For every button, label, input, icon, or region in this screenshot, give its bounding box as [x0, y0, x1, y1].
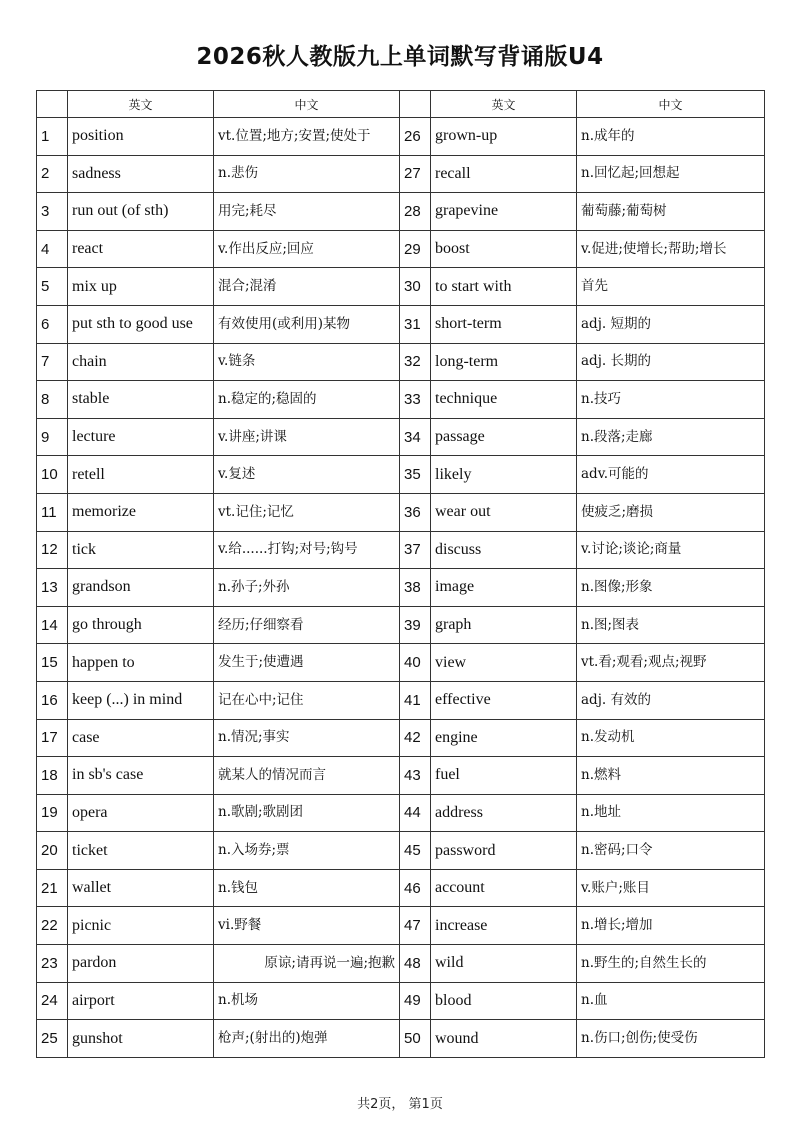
english-word-left: case	[68, 719, 214, 757]
word-number-right: 37	[400, 531, 431, 569]
word-number-right: 50	[400, 1020, 431, 1058]
table-body	[37, 118, 765, 1058]
word-number-left: 6	[37, 305, 68, 343]
table-row	[37, 456, 765, 494]
english-word-right: technique	[431, 381, 577, 419]
chinese-meaning-right: n.野生的;自然生长的	[577, 945, 765, 983]
word-number-right: 31	[400, 305, 431, 343]
chinese-meaning-left: 经历;仔细察看	[214, 606, 400, 644]
table-row	[37, 606, 765, 644]
chinese-meaning-left: vt.位置;地方;安置;使处于	[214, 118, 400, 156]
table-row	[37, 644, 765, 682]
table-row	[37, 268, 765, 306]
english-word-left: stable	[68, 381, 214, 419]
chinese-meaning-right: n.燃料	[577, 757, 765, 795]
word-number-right: 41	[400, 681, 431, 719]
word-number-left: 14	[37, 606, 68, 644]
word-number-left: 3	[37, 193, 68, 231]
english-word-right: fuel	[431, 757, 577, 795]
chinese-meaning-left: v.链条	[214, 343, 400, 381]
chinese-meaning-right: vt.看;观看;观点;视野	[577, 644, 765, 682]
chinese-meaning-right: 使疲乏;磨损	[577, 493, 765, 531]
word-number-left: 23	[37, 945, 68, 983]
word-number-right: 45	[400, 832, 431, 870]
english-word-left: picnic	[68, 907, 214, 945]
word-number-right: 48	[400, 945, 431, 983]
chinese-meaning-right: n.密码;口令	[577, 832, 765, 870]
chinese-meaning-right: v.讨论;谈论;商量	[577, 531, 765, 569]
word-number-right: 40	[400, 644, 431, 682]
english-word-left: opera	[68, 794, 214, 832]
english-word-right: account	[431, 869, 577, 907]
word-number-right: 26	[400, 118, 431, 156]
word-number-left: 4	[37, 230, 68, 268]
chinese-meaning-right: n.发动机	[577, 719, 765, 757]
english-word-right: likely	[431, 456, 577, 494]
english-word-left: memorize	[68, 493, 214, 531]
word-number-left: 10	[37, 456, 68, 494]
word-number-left: 18	[37, 757, 68, 795]
word-number-right: 44	[400, 794, 431, 832]
word-number-left: 21	[37, 869, 68, 907]
table-row	[37, 907, 765, 945]
table-row	[37, 569, 765, 607]
chinese-meaning-right: v.账户;账目	[577, 869, 765, 907]
table-row	[37, 945, 765, 983]
table-row	[37, 493, 765, 531]
header-num-right	[400, 91, 431, 118]
english-word-left: airport	[68, 982, 214, 1020]
english-word-right: long-term	[431, 343, 577, 381]
word-number-left: 11	[37, 493, 68, 531]
chinese-meaning-left: 用完;耗尽	[214, 193, 400, 231]
english-word-right: grapevine	[431, 193, 577, 231]
word-number-left: 19	[37, 794, 68, 832]
chinese-meaning-right: v.促进;使增长;帮助;增长	[577, 230, 765, 268]
chinese-meaning-right: n.增长;增加	[577, 907, 765, 945]
table-row	[37, 230, 765, 268]
word-number-right: 36	[400, 493, 431, 531]
word-number-left: 25	[37, 1020, 68, 1058]
english-word-right: effective	[431, 681, 577, 719]
chinese-meaning-right: n.成年的	[577, 118, 765, 156]
english-word-right: password	[431, 832, 577, 870]
chinese-meaning-left: 混合;混淆	[214, 268, 400, 306]
table-row	[37, 155, 765, 193]
chinese-meaning-left: 有效使用(或利用)某物	[214, 305, 400, 343]
chinese-meaning-left: 记在心中;记住	[214, 681, 400, 719]
english-word-right: to start with	[431, 268, 577, 306]
chinese-meaning-left: v.给......打钩;对号;钩号	[214, 531, 400, 569]
word-number-left: 16	[37, 681, 68, 719]
chinese-meaning-right: n.图;图表	[577, 606, 765, 644]
chinese-meaning-right: adv.可能的	[577, 456, 765, 494]
header-english-left: 英文	[68, 91, 214, 118]
english-word-left: wallet	[68, 869, 214, 907]
english-word-left: mix up	[68, 268, 214, 306]
english-word-left: keep (...) in mind	[68, 681, 214, 719]
english-word-right: blood	[431, 982, 577, 1020]
word-number-right: 38	[400, 569, 431, 607]
word-number-left: 8	[37, 381, 68, 419]
chinese-meaning-left: n.机场	[214, 982, 400, 1020]
english-word-right: wild	[431, 945, 577, 983]
chinese-meaning-left: n.悲伤	[214, 155, 400, 193]
word-number-left: 7	[37, 343, 68, 381]
chinese-meaning-right: adj. 长期的	[577, 343, 765, 381]
word-number-right: 49	[400, 982, 431, 1020]
word-number-right: 39	[400, 606, 431, 644]
page-title: 2026秋人教版九上单词默写背诵版U4	[196, 44, 604, 70]
word-number-right: 27	[400, 155, 431, 193]
english-word-right: passage	[431, 418, 577, 456]
table-row	[37, 681, 765, 719]
english-word-left: retell	[68, 456, 214, 494]
chinese-meaning-right: n.技巧	[577, 381, 765, 419]
word-number-right: 43	[400, 757, 431, 795]
english-word-right: short-term	[431, 305, 577, 343]
english-word-right: discuss	[431, 531, 577, 569]
header-num-left	[37, 91, 68, 118]
word-number-left: 17	[37, 719, 68, 757]
english-word-right: wound	[431, 1020, 577, 1058]
english-word-left: put sth to good use	[68, 305, 214, 343]
word-number-right: 42	[400, 719, 431, 757]
english-word-right: increase	[431, 907, 577, 945]
english-word-left: grandson	[68, 569, 214, 607]
english-word-right: address	[431, 794, 577, 832]
english-word-right: wear out	[431, 493, 577, 531]
word-number-right: 34	[400, 418, 431, 456]
table-row	[37, 118, 765, 156]
word-number-right: 33	[400, 381, 431, 419]
english-word-right: view	[431, 644, 577, 682]
chinese-meaning-right: n.地址	[577, 794, 765, 832]
table-row	[37, 531, 765, 569]
english-word-left: ticket	[68, 832, 214, 870]
word-number-left: 5	[37, 268, 68, 306]
chinese-meaning-right: n.图像;形象	[577, 569, 765, 607]
word-number-right: 29	[400, 230, 431, 268]
chinese-meaning-left: 发生于;使遭遇	[214, 644, 400, 682]
page-footer: 共2页， 第1页	[357, 1097, 443, 1112]
chinese-meaning-right: 葡萄藤;葡萄树	[577, 193, 765, 231]
chinese-meaning-right: n.段落;走廊	[577, 418, 765, 456]
word-number-left: 12	[37, 531, 68, 569]
table-row	[37, 1020, 765, 1058]
chinese-meaning-right: adj. 有效的	[577, 681, 765, 719]
chinese-meaning-left: vi.野餐	[214, 907, 400, 945]
chinese-meaning-left: n.情况;事实	[214, 719, 400, 757]
english-word-left: position	[68, 118, 214, 156]
word-number-left: 20	[37, 832, 68, 870]
chinese-meaning-left: vt.记住;记忆	[214, 493, 400, 531]
word-number-right: 32	[400, 343, 431, 381]
english-word-right: grown-up	[431, 118, 577, 156]
english-word-left: go through	[68, 606, 214, 644]
chinese-meaning-left: n.孙子;外孙	[214, 569, 400, 607]
english-word-left: happen to	[68, 644, 214, 682]
table-row	[37, 832, 765, 870]
vocabulary-table	[36, 90, 765, 1058]
word-number-right: 30	[400, 268, 431, 306]
chinese-meaning-left: v.复述	[214, 456, 400, 494]
table-row	[37, 193, 765, 231]
english-word-left: tick	[68, 531, 214, 569]
english-word-right: graph	[431, 606, 577, 644]
english-word-left: run out (of sth)	[68, 193, 214, 231]
chinese-meaning-left: v.作出反应;回应	[214, 230, 400, 268]
english-word-right: engine	[431, 719, 577, 757]
word-number-left: 15	[37, 644, 68, 682]
english-word-left: react	[68, 230, 214, 268]
english-word-left: pardon	[68, 945, 214, 983]
english-word-left: in sb's case	[68, 757, 214, 795]
header-chinese-left: 中文	[214, 91, 400, 118]
chinese-meaning-left: 原谅;请再说一遍;抱歉	[214, 945, 400, 983]
word-number-right: 28	[400, 193, 431, 231]
chinese-meaning-left: 枪声;(射出的)炮弹	[214, 1020, 400, 1058]
english-word-right: boost	[431, 230, 577, 268]
table-row	[37, 869, 765, 907]
english-word-left: chain	[68, 343, 214, 381]
chinese-meaning-left: n.入场券;票	[214, 832, 400, 870]
header-english-right: 英文	[431, 91, 577, 118]
chinese-meaning-left: 就某人的情况而言	[214, 757, 400, 795]
chinese-meaning-right: n.伤口;创伤;使受伤	[577, 1020, 765, 1058]
word-number-left: 9	[37, 418, 68, 456]
chinese-meaning-left: n.钱包	[214, 869, 400, 907]
word-number-right: 47	[400, 907, 431, 945]
chinese-meaning-left: v.讲座;讲课	[214, 418, 400, 456]
table-row	[37, 305, 765, 343]
english-word-right: recall	[431, 155, 577, 193]
word-number-right: 35	[400, 456, 431, 494]
table-row	[37, 381, 765, 419]
english-word-left: sadness	[68, 155, 214, 193]
table-header-row	[37, 91, 765, 118]
word-number-left: 22	[37, 907, 68, 945]
table-row	[37, 343, 765, 381]
word-number-left: 2	[37, 155, 68, 193]
chinese-meaning-right: 首先	[577, 268, 765, 306]
english-word-left: gunshot	[68, 1020, 214, 1058]
table-row	[37, 794, 765, 832]
table-row	[37, 719, 765, 757]
header-chinese-right: 中文	[577, 91, 765, 118]
english-word-left: lecture	[68, 418, 214, 456]
chinese-meaning-left: n.稳定的;稳固的	[214, 381, 400, 419]
word-number-left: 13	[37, 569, 68, 607]
table-row	[37, 982, 765, 1020]
chinese-meaning-right: n.血	[577, 982, 765, 1020]
table-row	[37, 757, 765, 795]
chinese-meaning-right: adj. 短期的	[577, 305, 765, 343]
table-row	[37, 418, 765, 456]
word-number-left: 1	[37, 118, 68, 156]
chinese-meaning-right: n.回忆起;回想起	[577, 155, 765, 193]
english-word-right: image	[431, 569, 577, 607]
chinese-meaning-left: n.歌剧;歌剧团	[214, 794, 400, 832]
word-number-left: 24	[37, 982, 68, 1020]
word-number-right: 46	[400, 869, 431, 907]
